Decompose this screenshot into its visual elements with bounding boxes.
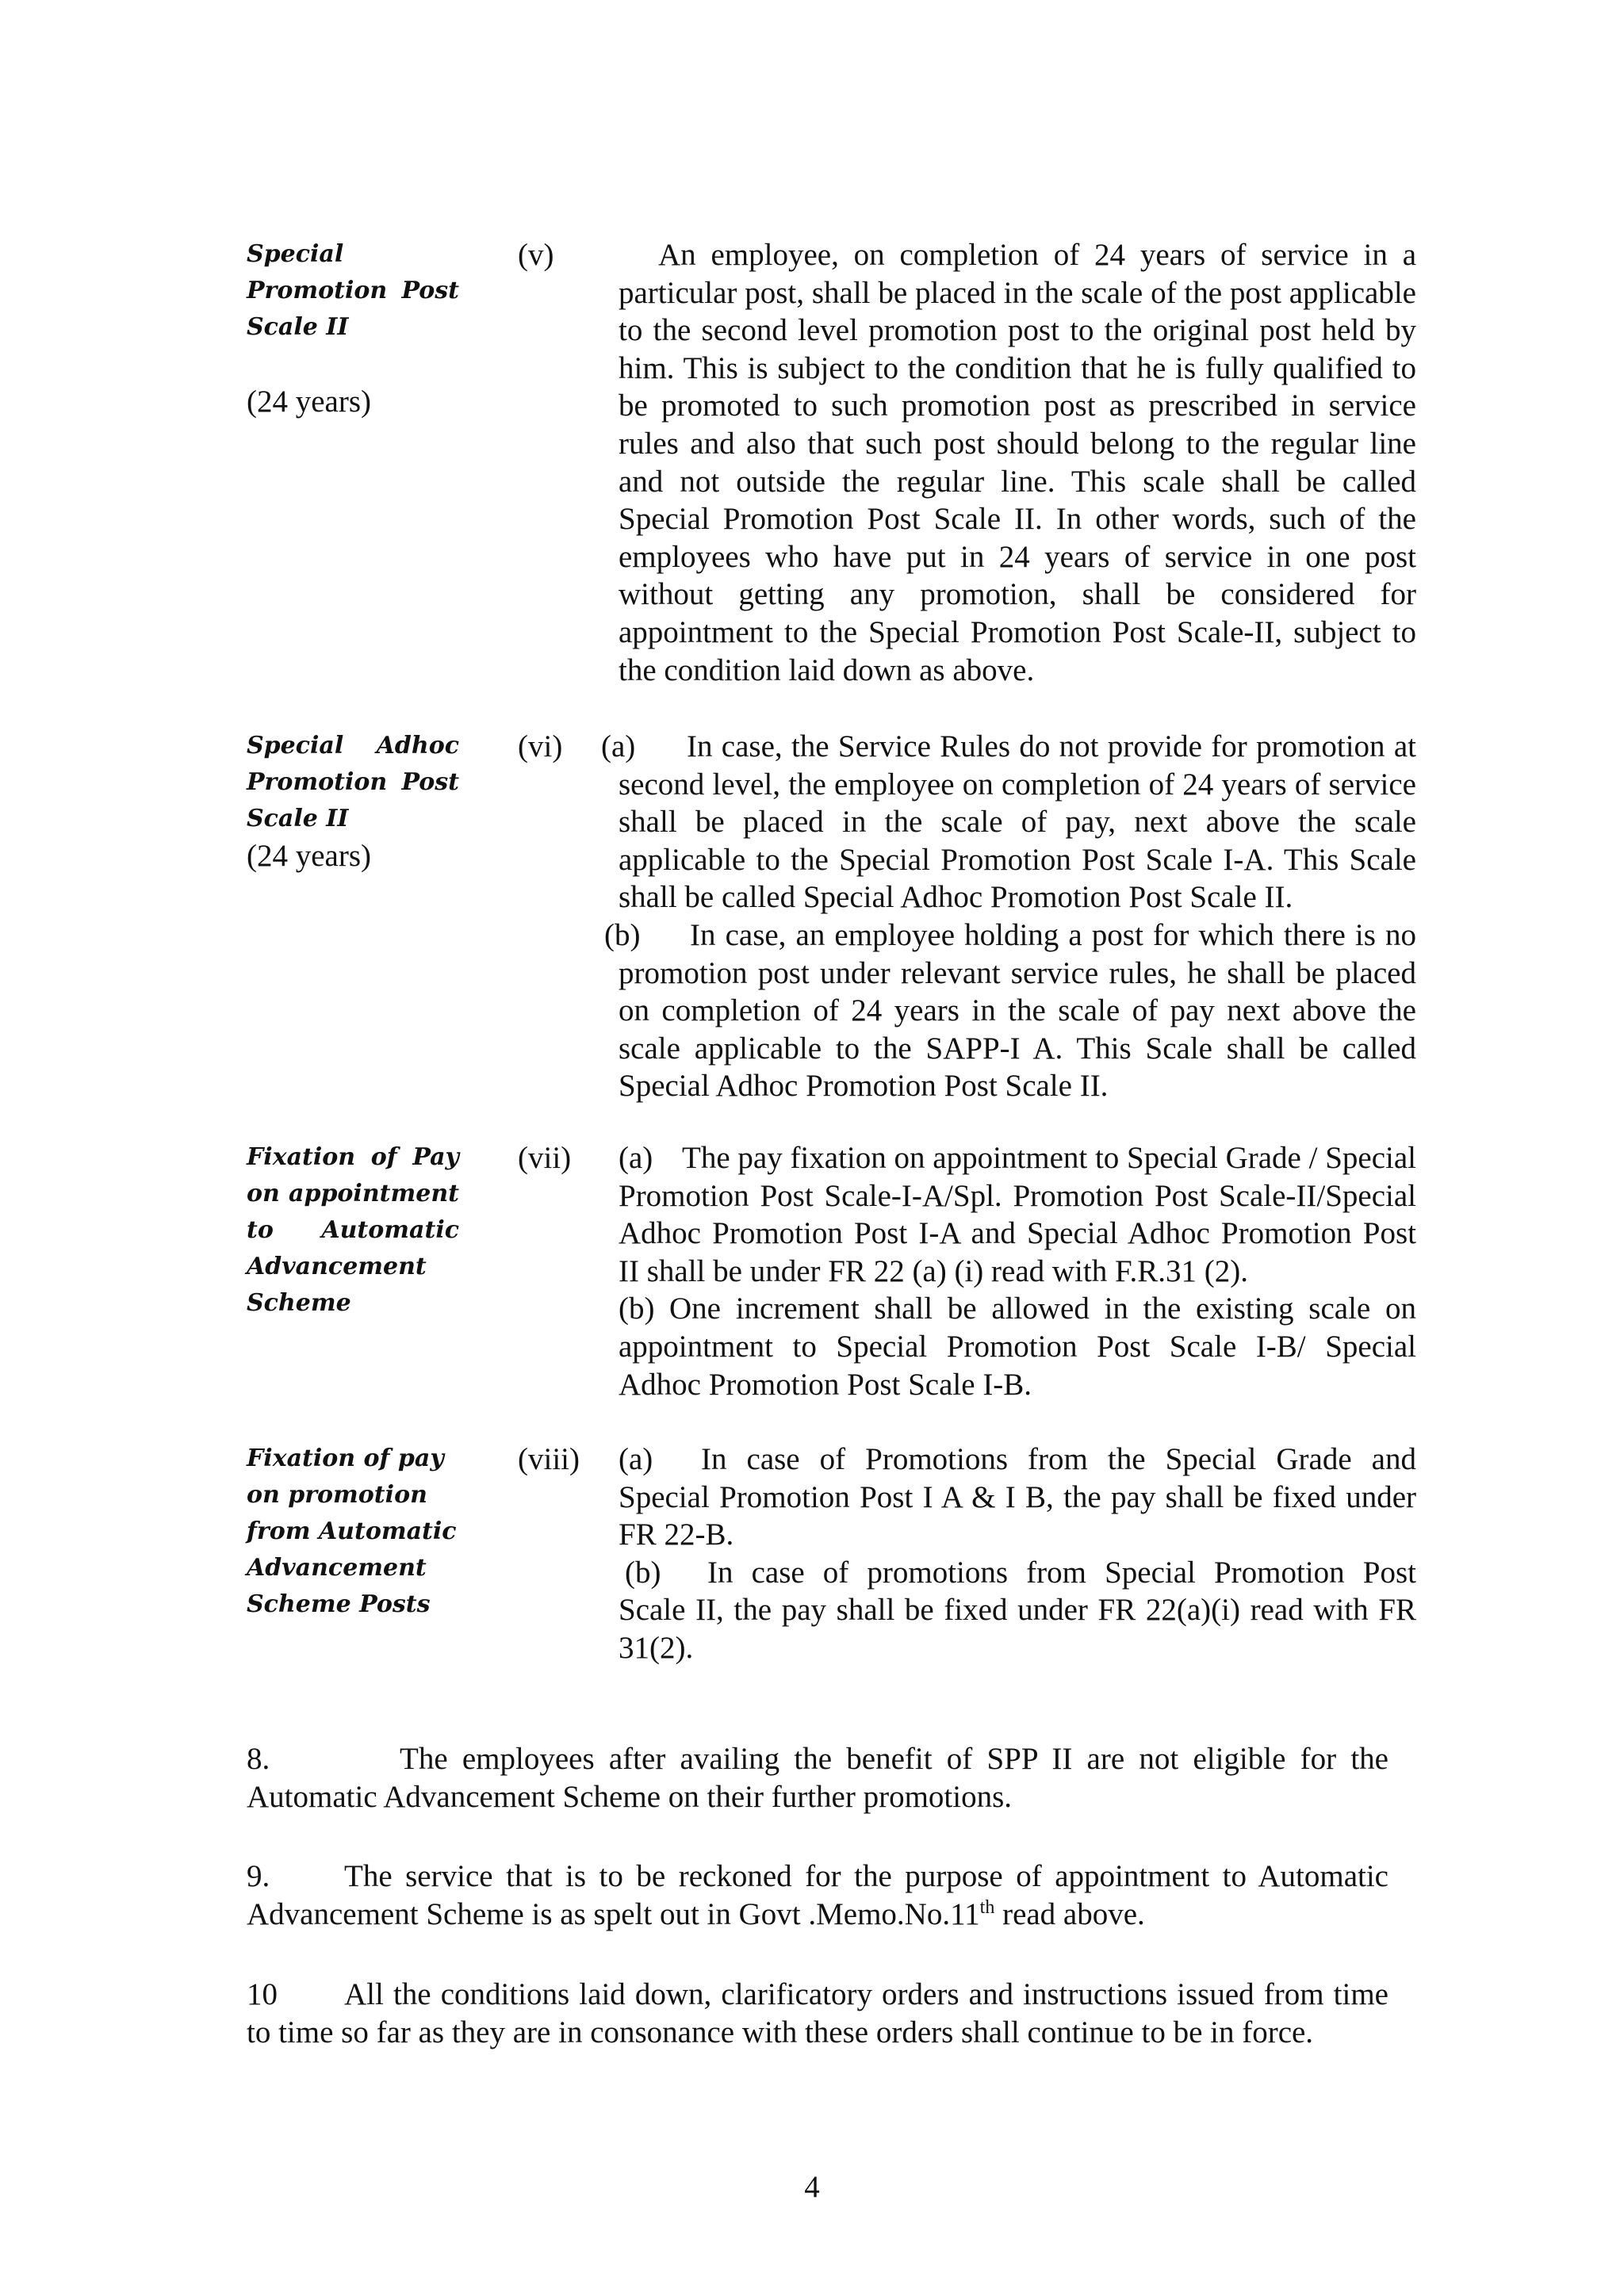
clause-body xyxy=(619,1139,1416,1403)
subclause-b: (b) One increment shall be allowed in the existing scale on appointment to Special Promotion Post Scale I-B/ Special Adhoc Promotion Post Scale I-B. xyxy=(619,1292,1416,1402)
side-heading: Special Adhoc Promotion Post Scale II (24 years) xyxy=(247,732,459,873)
clause-body xyxy=(619,1441,1416,1667)
side-heading: Fixation of Pay on appointment to Automatic Advancement Scheme xyxy=(247,1143,459,1317)
subclause-a: (a) In case of Promotions from the Special Grade and Special Promotion Post I A & I B, the pay shall be fixed under FR 22-B. xyxy=(619,1442,1416,1552)
clause-number: (viii) xyxy=(518,1442,580,1476)
paragraph-9: 9. The service that is to be reckoned for the purpose of appointment to Automatic Advancement Scheme is as spelt out in Govt .Memo.No.11th read above. xyxy=(247,1859,1388,1931)
clause-number: (vi) xyxy=(518,729,563,763)
clause-number: (vii) xyxy=(518,1141,572,1175)
paragraph-8: 8. The employees after availing the benefit of SPP II are not eligible for the Automatic Advancement Scheme on their further promotions. xyxy=(247,1742,1388,1814)
subclause-b: (b) In case of promotions from Special Promotion Post Scale II, the pay shall be fixed under FR 22(a)(i) read with FR 31(2). xyxy=(619,1555,1416,1665)
page-number: 4 xyxy=(804,2170,820,2204)
clause-body xyxy=(601,728,1416,1105)
subclause-b: (b) In case, an employee holding a post for which there is no promotion post under relevant service rules, he shall be placed on completion of 24 years in the scale of pay next above the scale applicable to the SAPP-I A. This Scale shall be called Special Adhoc Promotion Post Scale II. xyxy=(604,917,1416,1104)
subclause-a: (a) The pay fixation on appointment to Special Grade / Special Promotion Post Scale-I-A/Spl. Promotion Post Scale-II/Special Adhoc Promotion Post I-A and Special Adhoc Promotion Post II shall be under FR 22 (a) (i) read with F.R.31 (2). xyxy=(619,1141,1416,1288)
paragraph-10: 10 All the conditions laid down, clarificatory orders and instructions issued from time to time so far as they are in consonance with these orders shall continue to be in force. xyxy=(247,1977,1388,2049)
clause-body: An employee, on completion of 24 years of service in a particular post, shall be placed in the scale of the post applicable to the second level promotion post to the original post held by him. This is subject to the condition that he is fully qualified to be promoted to such promotion post as prescribed in service rules and also that such post should belong to the regular line and not outside the regular line. This scale shall be called Special Promotion Post Scale II. In other words, such of the employees who have put in 24 years of service in one post without getting any promotion, shall be considered for appointment to the Special Promotion Post Scale-II, subject to the condition laid down as above. xyxy=(619,238,1416,687)
clause-number: (v) xyxy=(518,238,554,272)
side-heading: Special Promotion Post Scale II (24 years) xyxy=(247,240,459,419)
side-heading: Fixation of pay on promotion from Automatic Advancement Scheme Posts xyxy=(247,1445,457,1618)
subclause-a: (a) In case, the Service Rules do not provide for promotion at second level, the employee on completion of 24 years of service shall be placed in the scale of pay, next above the scale applicable to the Special Promotion Post Scale I-A. This Scale shall be called Special Adhoc Promotion Post Scale II. xyxy=(601,729,1416,915)
